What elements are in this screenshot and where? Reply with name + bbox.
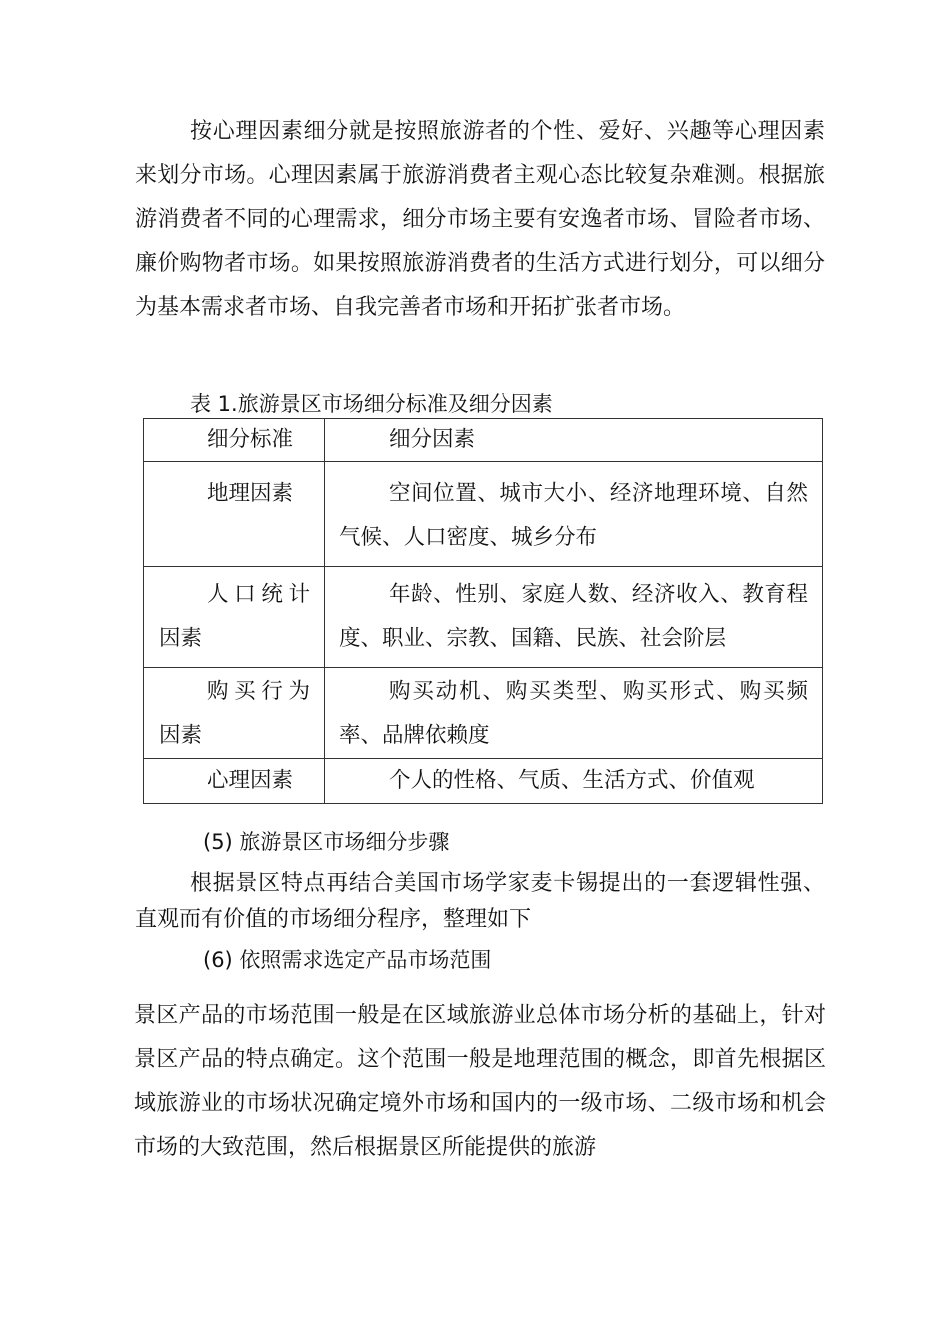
market-scope-paragraph: 景区产品的市场范围一般是在区域旅游业总体市场分析的基础上，针对景区产品的特点确定。这个范围一般是地理范围的概念，即首先根据区域旅游业的市场状况确定境外市场和国内的一级市场、二级市场和机会市场的大致范围，然后根据景区所能提供的旅游 — [134, 1003, 826, 1160]
header-factors: 细分因素 — [389, 427, 476, 452]
table-header-row — [144, 419, 823, 462]
segmentation-table — [143, 418, 823, 804]
header-standard: 细分标准 — [207, 427, 294, 452]
intro-paragraph: 按心理因素细分就是按照旅游者的个性、爱好、兴趣等心理因素来划分市场。心理因素属于旅游消费者主观心态比较复杂难测。根据旅游消费者不同的心理需求，细分市场主要有安逸者市场、冒险者市场、廉价购物者市场。如果按照旅游消费者的生活方式进行划分，可以细分为基本需求者市场、自我完善者市场和开拓扩张者市场。 — [135, 119, 825, 320]
row-factors: 购买动机、购买类型、购买形式、购买频率、品牌依赖度 — [339, 679, 808, 748]
row-standard: 购买行为因素 — [159, 679, 310, 748]
row-standard: 地理因素 — [207, 481, 294, 506]
table-caption: 表 1.旅游景区市场细分标准及细分因素 — [190, 392, 553, 416]
row-standard: 心理因素 — [207, 768, 294, 793]
step-6-heading: (6) 依照需求选定产品市场范围 — [203, 948, 492, 972]
steps-intro-paragraph: 根据景区特点再结合美国市场学家麦卡锡提出的一套逻辑性强、直观而有价值的市场细分程序，整理如下 — [135, 871, 825, 932]
step-5-heading: (5) 旅游景区市场细分步骤 — [203, 830, 450, 854]
table-row — [144, 462, 823, 567]
row-standard: 人口统计因素 — [159, 582, 310, 651]
table-row — [144, 668, 823, 759]
table-row — [144, 759, 823, 804]
table-row — [144, 567, 823, 668]
row-factors: 空间位置、城市大小、经济地理环境、自然气候、人口密度、城乡分布 — [339, 481, 808, 550]
row-factors: 年龄、性别、家庭人数、经济收入、教育程度、职业、宗教、国籍、民族、社会阶层 — [339, 582, 808, 651]
row-factors: 个人的性格、气质、生活方式、价值观 — [389, 768, 755, 793]
